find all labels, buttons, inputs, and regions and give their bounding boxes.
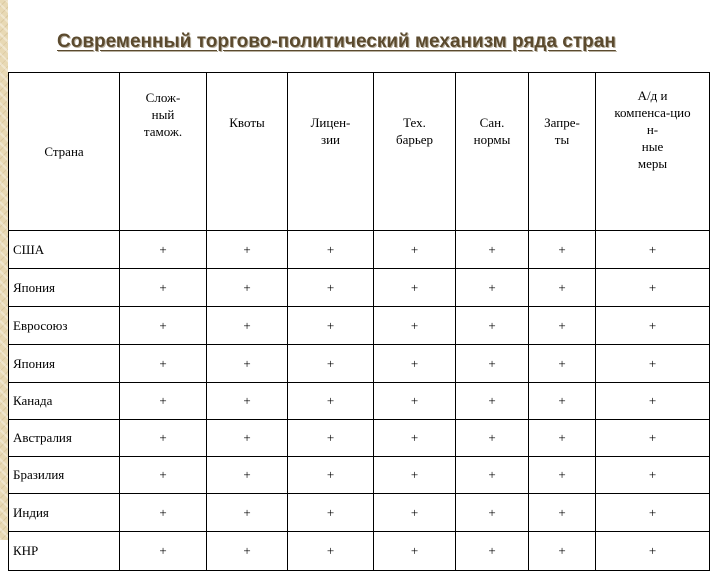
mark-cell: + bbox=[374, 307, 456, 345]
header-quotas: Квоты bbox=[207, 73, 288, 231]
mark-cell: + bbox=[207, 494, 288, 532]
mark-cell: + bbox=[456, 532, 529, 571]
mark-cell: + bbox=[596, 383, 710, 420]
mark-cell: + bbox=[596, 532, 710, 571]
mark-cell: + bbox=[456, 231, 529, 269]
mark-cell: + bbox=[374, 231, 456, 269]
mark-cell: + bbox=[529, 420, 596, 457]
table-row bbox=[9, 420, 710, 457]
mark-cell: + bbox=[456, 457, 529, 494]
mark-cell: + bbox=[374, 532, 456, 571]
country-cell: США bbox=[9, 231, 120, 269]
mark-cell: + bbox=[120, 345, 207, 383]
mark-cell: + bbox=[596, 457, 710, 494]
mark-cell: + bbox=[288, 307, 374, 345]
header-sanitary-norms: Сан. нормы bbox=[456, 73, 529, 231]
header-complex-customs: Слож- ный тамож. bbox=[120, 73, 207, 231]
table-header-row bbox=[9, 73, 710, 231]
mark-cell: + bbox=[529, 494, 596, 532]
country-cell: Япония bbox=[9, 345, 120, 383]
mark-cell: + bbox=[529, 383, 596, 420]
country-cell: Канада bbox=[9, 383, 120, 420]
mark-cell: + bbox=[529, 345, 596, 383]
mark-cell: + bbox=[120, 494, 207, 532]
mark-cell: + bbox=[374, 383, 456, 420]
mark-cell: + bbox=[120, 420, 207, 457]
mark-cell: + bbox=[288, 269, 374, 307]
mark-cell: + bbox=[374, 457, 456, 494]
table-row bbox=[9, 307, 710, 345]
mark-cell: + bbox=[529, 231, 596, 269]
mark-cell: + bbox=[120, 231, 207, 269]
slide-title: Современный торгово-политический механизм ряда стран bbox=[57, 31, 616, 52]
mark-cell: + bbox=[288, 383, 374, 420]
mark-cell: + bbox=[456, 269, 529, 307]
mark-cell: + bbox=[120, 307, 207, 345]
mark-cell: + bbox=[374, 345, 456, 383]
mark-cell: + bbox=[529, 457, 596, 494]
mark-cell: + bbox=[288, 457, 374, 494]
mark-cell: + bbox=[288, 532, 374, 571]
header-licenses: Лицен- зии bbox=[288, 73, 374, 231]
mark-cell: + bbox=[596, 420, 710, 457]
mark-cell: + bbox=[288, 420, 374, 457]
mark-cell: + bbox=[596, 269, 710, 307]
mark-cell: + bbox=[374, 269, 456, 307]
mark-cell: + bbox=[288, 494, 374, 532]
table-row bbox=[9, 269, 710, 307]
country-cell: Евросоюз bbox=[9, 307, 120, 345]
mark-cell: + bbox=[207, 383, 288, 420]
header-bans: Запре- ты bbox=[529, 73, 596, 231]
table-row bbox=[9, 231, 710, 269]
mark-cell: + bbox=[529, 307, 596, 345]
mark-cell: + bbox=[207, 307, 288, 345]
mark-cell: + bbox=[288, 231, 374, 269]
mark-cell: + bbox=[120, 457, 207, 494]
mark-cell: + bbox=[207, 457, 288, 494]
mark-cell: + bbox=[596, 494, 710, 532]
mark-cell: + bbox=[207, 532, 288, 571]
table-row bbox=[9, 457, 710, 494]
mark-cell: + bbox=[207, 231, 288, 269]
country-cell: Австралия bbox=[9, 420, 120, 457]
mark-cell: + bbox=[596, 231, 710, 269]
country-cell: КНР bbox=[9, 532, 120, 571]
mark-cell: + bbox=[456, 383, 529, 420]
mark-cell: + bbox=[120, 383, 207, 420]
mark-cell: + bbox=[456, 494, 529, 532]
mark-cell: + bbox=[207, 269, 288, 307]
mark-cell: + bbox=[456, 420, 529, 457]
mark-cell: + bbox=[596, 307, 710, 345]
table-row bbox=[9, 532, 710, 571]
mark-cell: + bbox=[529, 269, 596, 307]
trade-policy-table bbox=[8, 72, 710, 571]
country-cell: Индия bbox=[9, 494, 120, 532]
mark-cell: + bbox=[456, 307, 529, 345]
mark-cell: + bbox=[596, 345, 710, 383]
table-row bbox=[9, 383, 710, 420]
header-antidumping-measures: А/д и компенса-цио н- ные меры bbox=[596, 73, 710, 231]
header-country: Страна bbox=[9, 73, 120, 231]
country-cell: Бразилия bbox=[9, 457, 120, 494]
table-row bbox=[9, 494, 710, 532]
mark-cell: + bbox=[207, 345, 288, 383]
mark-cell: + bbox=[456, 345, 529, 383]
mark-cell: + bbox=[288, 345, 374, 383]
table-body bbox=[9, 231, 710, 571]
mark-cell: + bbox=[374, 494, 456, 532]
mark-cell: + bbox=[120, 269, 207, 307]
table-row bbox=[9, 345, 710, 383]
mark-cell: + bbox=[529, 532, 596, 571]
mark-cell: + bbox=[207, 420, 288, 457]
header-tech-barrier: Тех. барьер bbox=[374, 73, 456, 231]
mark-cell: + bbox=[374, 420, 456, 457]
mark-cell: + bbox=[120, 532, 207, 571]
country-cell: Япония bbox=[9, 269, 120, 307]
